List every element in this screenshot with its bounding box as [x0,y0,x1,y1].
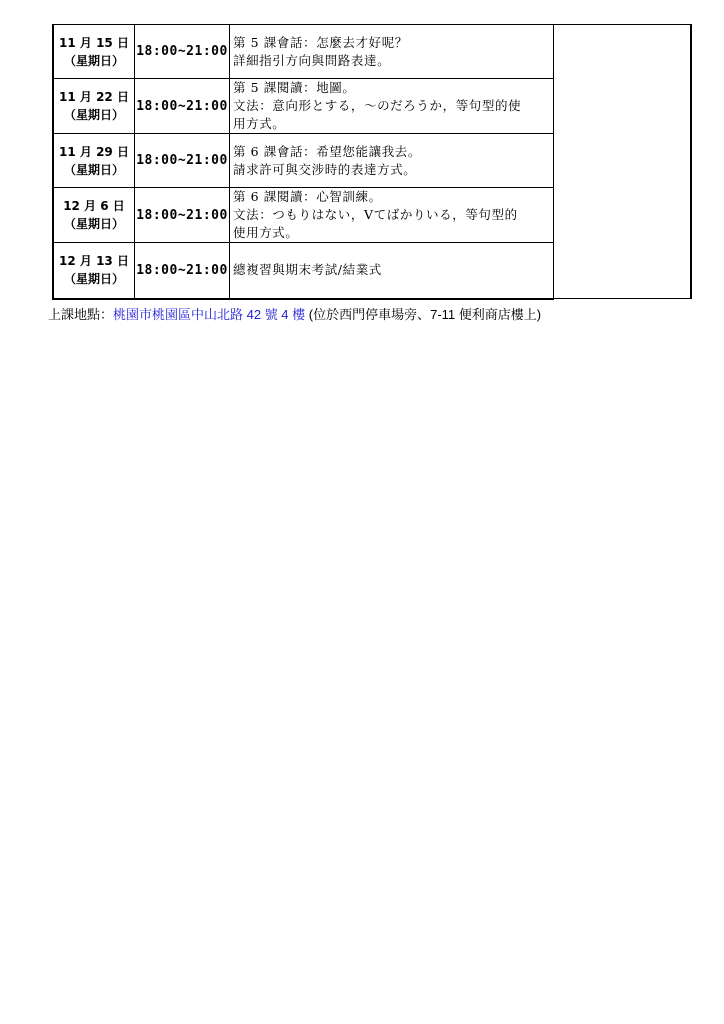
content-line: 第 6 課閱讀：心智訓練。 [233,189,382,204]
date-text: 11 月 15 日 [59,35,129,50]
weekday-text: （星期日） [63,108,124,122]
weekday-text: （星期日） [63,53,124,68]
date-cell [53,243,135,299]
location-note: (位於西門停車場旁、7-11 便利商店樓上) [308,307,542,322]
schedule-row [53,25,691,79]
notes-cell [554,25,692,299]
weekday-text: （星期日） [63,272,124,287]
content-line: 第 6 課會話：希望您能讓我去。 [233,143,422,159]
content-line: 請求許可與交涉時的表達方式。 [233,161,417,177]
course-schedule-table [52,24,692,300]
location-address-link[interactable]: 桃園市桃園區中山北路 42 號 4 樓 [113,307,306,322]
location-label: 上課地點： [48,307,114,322]
date-cell [53,134,135,188]
date-cell [53,79,135,134]
content-line: 總複習與期末考試/結業式 [233,262,382,278]
content-line: 文法：意向形とする，～のだろうか，等句型的使 [233,98,522,113]
date-text: 12 月 13 日 [59,254,129,269]
content-line: 使用方式。 [233,225,299,240]
date-text: 11 月 29 日 [59,144,129,159]
time-cell: 18:00~21:00 [135,243,230,299]
content-line: 用方式。 [233,116,286,131]
content-cell [230,25,554,79]
content-cell [230,134,554,188]
time-cell: 18:00~21:00 [135,134,230,188]
content-line: 文法：つもりはない，Vてばかりいる，等句型的 [233,207,518,222]
date-text: 12 月 6 日 [63,199,125,213]
class-location [48,304,541,323]
weekday-text: （星期日） [63,217,124,231]
time-cell: 18:00~21:00 [135,188,230,243]
date-text: 11 月 22 日 [59,90,129,104]
weekday-text: （星期日） [63,162,124,177]
content-cell [230,243,554,299]
time-cell: 18:00~21:00 [135,25,230,79]
content-line: 詳細指引方向與問路表達。 [233,52,391,68]
content-line: 第 5 課閱讀：地圖。 [233,80,356,95]
date-cell [53,188,135,243]
content-line: 第 5 課會話：怎麼去才好呢？ [233,34,408,50]
time-cell: 18:00~21:00 [135,79,230,134]
content-cell [230,79,554,134]
content-cell [230,188,554,243]
date-cell [53,25,135,79]
